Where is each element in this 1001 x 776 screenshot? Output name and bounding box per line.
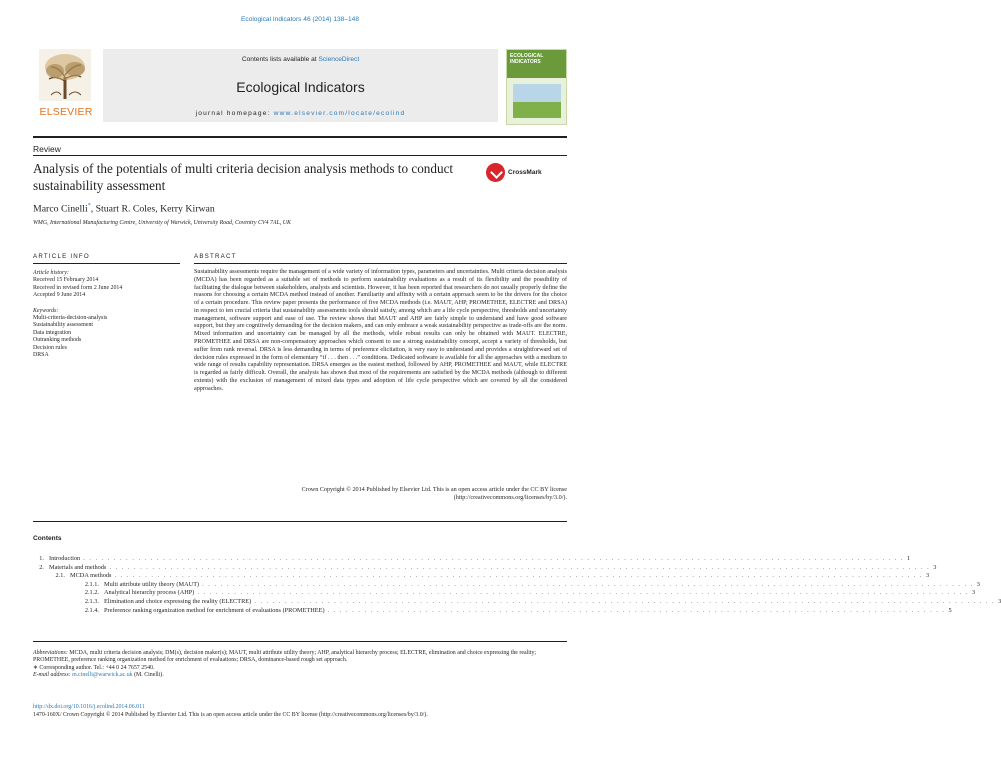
cover-image-ground	[513, 102, 561, 118]
contents-prefix: Contents lists available at	[241, 56, 317, 63]
masthead-rule	[33, 136, 567, 138]
history-item: Received 15 February 2014	[33, 277, 99, 284]
keyword: DRSA	[33, 352, 49, 359]
article-title: Analysis of the potentials of multi criteria decision analysis methods to conduct sustainability assessment	[33, 161, 454, 193]
corresponding-author-note: ∗ Corresponding author. Tel.: +44 0 24 7657 2540.	[33, 664, 155, 671]
toc-label: Multi attribute utility theory (MAUT)	[104, 580, 200, 588]
toc-entry[interactable]	[33, 606, 952, 616]
history-heading: Article history:	[33, 270, 69, 276]
toc-leader: . . . . . . . . . . . . . . . . . . . . . . . . . . . . . . . . . . . . . . . . . . . . . . . . . . . . . . . . . . . . . . . . . . . . . . . . . . . . . . . . . . . . . . . . . . . . . . . . . . . . . . . . . . . . . . . . . . . . . . . . . . . . . .	[197, 589, 970, 597]
contents-heading: Contents	[33, 535, 62, 542]
journal-reference[interactable]: Ecological Indicators 46 (2014) 138–148	[240, 16, 360, 23]
toc-entry[interactable]	[33, 555, 911, 564]
toc-page: 3	[933, 563, 937, 571]
toc-number: 1.	[39, 555, 44, 562]
email-suffix: (M. Cinelli).	[134, 672, 164, 679]
abstract-end-rule	[33, 521, 567, 522]
toc-label: Elimination and choice expressing the reality (ELECTRE)	[104, 597, 252, 605]
history-item: Accepted 9 June 2014	[33, 292, 86, 299]
toc-entry[interactable]	[33, 563, 937, 573]
elsevier-wordmark: ELSEVIER	[39, 106, 93, 118]
author-list: Marco Cinelli*, Stuart R. Coles, Kerry Kirwan	[33, 203, 215, 215]
toc-page: 1	[906, 555, 911, 562]
author-name[interactable]: Kerry Kirwan	[160, 203, 215, 215]
toc-leader: . . . . . . . . . . . . . . . . . . . . . . . . . . . . . . . . . . . . . . . . . . . . . . . . . . . . . . . . . . . . . . . . . . . . . . . . . . . . . . . . . . . . . . . . . . . . . . . . . . . . . . . . . . . . . . . . . . . . . . . . . . . . . . . . . . . .	[114, 572, 923, 580]
toc-leader: . . . . . . . . . . . . . . . . . . . . . . . . . . . . . . . . . . . . . . . . . . . . . . . . . . . . . . . . . . . . . . . . . . . . . . . . . . . . . . . . . . . . . . . . . . . . . . . . . . . . . . . . . . . . . . . . . . . . . . . . . . . . . .	[202, 580, 974, 588]
toc-label: Preference ranking organization method for enrichment of evaluations (PROMETHEE)	[104, 606, 325, 614]
toc-entry[interactable]	[33, 572, 930, 581]
toc-number: 2.1.	[55, 572, 65, 580]
toc-entry[interactable]	[33, 597, 1001, 607]
cover-title: ECOLOGICAL INDICATORS	[510, 53, 544, 65]
author-name[interactable]: Marco Cinelli	[33, 203, 88, 215]
toc-number: 2.1.1.	[84, 580, 99, 588]
keywords-heading: Keywords:	[33, 307, 59, 314]
crossmark-icon	[486, 163, 505, 182]
toc-label: Materials and methods	[49, 563, 107, 571]
keyword: Decision rules	[33, 344, 67, 351]
toc-page: 3	[972, 589, 976, 597]
toc-page: 3	[926, 572, 930, 580]
toc-label: Introduction	[49, 555, 81, 562]
homepage-prefix: journal homepage:	[195, 110, 271, 117]
abbreviations-note	[33, 650, 567, 665]
email-heading: E-mail address:	[33, 672, 71, 679]
corresponding-mark[interactable]: *	[87, 203, 91, 209]
toc-leader: . . . . . . . . . . . . . . . . . . . . . . . . . . . . . . . . . . . . . . . . . . . . . . . . . . . . . . . . . . . . . . . . . . . . . . . . . . . . . . . . . . . . . . . . . . . . . . . . . . . . . . . . . . . . . . . . . . . . . . . . .	[254, 597, 996, 605]
toc-number: 2.1.2.	[84, 589, 99, 597]
homepage-link[interactable]: www.elsevier.com/locate/ecolind	[273, 110, 406, 117]
license-note: 1470-160X/ Crown Copyright © 2014 Published by Elsevier Ltd. This is an open access article under the CC BY license (http://creativecommons.org/licenses/by/3.0/).	[33, 712, 428, 719]
keyword: Sustainability assessment	[33, 322, 94, 329]
publication-notes	[33, 703, 567, 720]
toc-entry[interactable]	[33, 580, 980, 590]
type-rule	[33, 155, 567, 156]
article-type: Review	[33, 144, 61, 154]
journal-banner	[103, 49, 498, 122]
email-link[interactable]: m.cinelli@warwick.ac.uk	[72, 672, 133, 679]
toc-number: 2.	[39, 563, 44, 571]
crossmark-badge[interactable]	[486, 163, 556, 185]
footnote-rule	[33, 641, 567, 642]
homepage-line	[103, 110, 498, 117]
abbreviations-text: MCDA, multi criteria decision analysis; DM(s), decision maker(s); MAUT, multi attribute utility theory; AHP, analytical hierarchy process; ELECTRE, elimination and choice expressing the reality; PROMETHEE, preference ranking organization method for enrichment of evaluations; DRSA, dominance-based rough set approach.	[33, 650, 537, 664]
journal-title: Ecological Indicators	[236, 79, 365, 95]
keywords	[33, 308, 163, 360]
history-item: Received in revised form 2 June 2014	[33, 284, 123, 291]
abstract-copyright: Crown Copyright © 2014 Published by Elsevier Ltd. This is an open access article under the CC BY license (http://creativecommons.org/licenses/by/3.0/).	[301, 487, 567, 501]
keyword: Multi-criteria-decision-analysis	[33, 315, 108, 322]
author-name[interactable]: Stuart R. Coles	[95, 203, 156, 215]
masthead	[33, 49, 567, 134]
sciencedirect-link[interactable]: ScienceDirect	[318, 56, 360, 63]
toc-page: 5	[948, 606, 952, 614]
toc-number: 2.1.4.	[84, 606, 99, 614]
toc-page: 3	[998, 597, 1001, 605]
journal-cover[interactable]	[506, 49, 567, 125]
toc-page: 3	[976, 580, 980, 588]
footnotes	[33, 650, 567, 680]
table-of-contents	[33, 555, 1001, 615]
elsevier-logo[interactable]	[33, 49, 99, 121]
toc-number: 2.1.3.	[84, 597, 99, 605]
toc-entry[interactable]	[33, 589, 976, 598]
toc-label: Analytical hierarchy process (AHP)	[104, 589, 195, 597]
abstract-text: Sustainability assessments require the management of a wide variety of information types, parameters and uncertainties. Multi criteria decision analysis (MCDA) has been regarded as a suitable set of methods to perform sustainability evaluations as a result of its flexibility and the possibility of facilitating the dialogue between stakeholders, analysts and scientists. However, it has been reported that researchers do not usually properly define the reasons for choosing a certain MCDA method instead of another. Familiarity and affinity with a certain approach seem to be the drivers for the choice of a certain procedure. This review paper presents the performance of five MCDA methods (i.e. MAUT, AHP, PROMETHEE, ELECTRE and DRSA) in respect to ten crucial criteria that sustainability assessments tools should satisfy, among which are a life cycle perspective, thresholds and uncertainty management, software support and ease of use. The review shows that MAUT and AHP are fairly simple to understand and have good software support, but they are cognitively demanding for the decision makers, and can only embrace a weak sustainability perspective as trade-offs are the norm. Mixed information and uncertainty can be managed by all the methods, while robust results can only be obtained with MAUT. ELECTRE, PROMETHEE and DRSA are non-compensatory approaches which consent to use a strong sustainability concept, accept a variety of thresholds, but suffer from rank reversal. DRSA is less demanding in terms of preference elicitation, is very easy to understand and provides a straightforward set of decision rules expressed in the form of elementary “if . . . then . . .” conditions. Dedicated software is available for all the approaches with a medium to wide range of results capability representation. DRSA emerges as the easiest method, followed by AHP, PROMETHEE and MAUT, while ELECTRE is regarded as fairly difficult. Overall, the analysis has shown that most of the requirements are satisfied by the MCDA methods (although to different extents) with the exclusion of management of mixed data types and adoption of life cycle perspective which are covered by all the considered approaches.	[194, 269, 567, 392]
article-info-heading: ARTICLE INFO	[33, 253, 90, 260]
article-info-rule	[33, 263, 180, 264]
affiliation: WMG, International Manufacturing Centre, University of Warwick, University Road, Coventry CV4 7AL, UK	[33, 220, 291, 226]
keyword: Data integration	[33, 329, 72, 336]
abstract-rule	[194, 263, 567, 264]
abbreviations-heading: Abbreviations:	[33, 650, 68, 656]
article-info	[33, 270, 163, 359]
crossmark-label: CrossMark	[508, 169, 542, 176]
contents-line	[103, 56, 498, 63]
toc-leader: . . . . . . . . . . . . . . . . . . . . . . . . . . . . . . . . . . . . . . . . . . . . . . . . . . . . . . . . . . . . . . . . . . . . . . . . . . . . . . . . . . . . . . . . . . . . . . . . . . . . .	[327, 606, 946, 614]
keyword: Outranking methods	[33, 337, 82, 344]
doi-link[interactable]: http://dx.doi.org/10.1016/j.ecolind.2014.06.011	[33, 704, 145, 710]
abstract-heading: ABSTRACT	[194, 253, 237, 260]
elsevier-tree-icon	[39, 49, 91, 101]
email-note	[33, 672, 567, 679]
toc-leader: . . . . . . . . . . . . . . . . . . . . . . . . . . . . . . . . . . . . . . . . . . . . . . . . . . . . . . . . . . . . . . . . . . . . . . . . . . . . . . . . . . . . . . . . . . . . . . . . . . . . . . . . . . . . . . . . . . . . . . . . . . . . . . . . . . . . . .	[109, 563, 931, 571]
toc-leader: . . . . . . . . . . . . . . . . . . . . . . . . . . . . . . . . . . . . . . . . . . . . . . . . . . . . . . . . . . . . . . . . . . . . . . . . . . . . . . . . . . . . . . . . . . . . . . . . . . . . . . . . . . . . . . . . . . . . . . . . . . . . . . . . . . . . . .	[83, 555, 904, 562]
toc-label: MCDA methods	[70, 572, 112, 580]
